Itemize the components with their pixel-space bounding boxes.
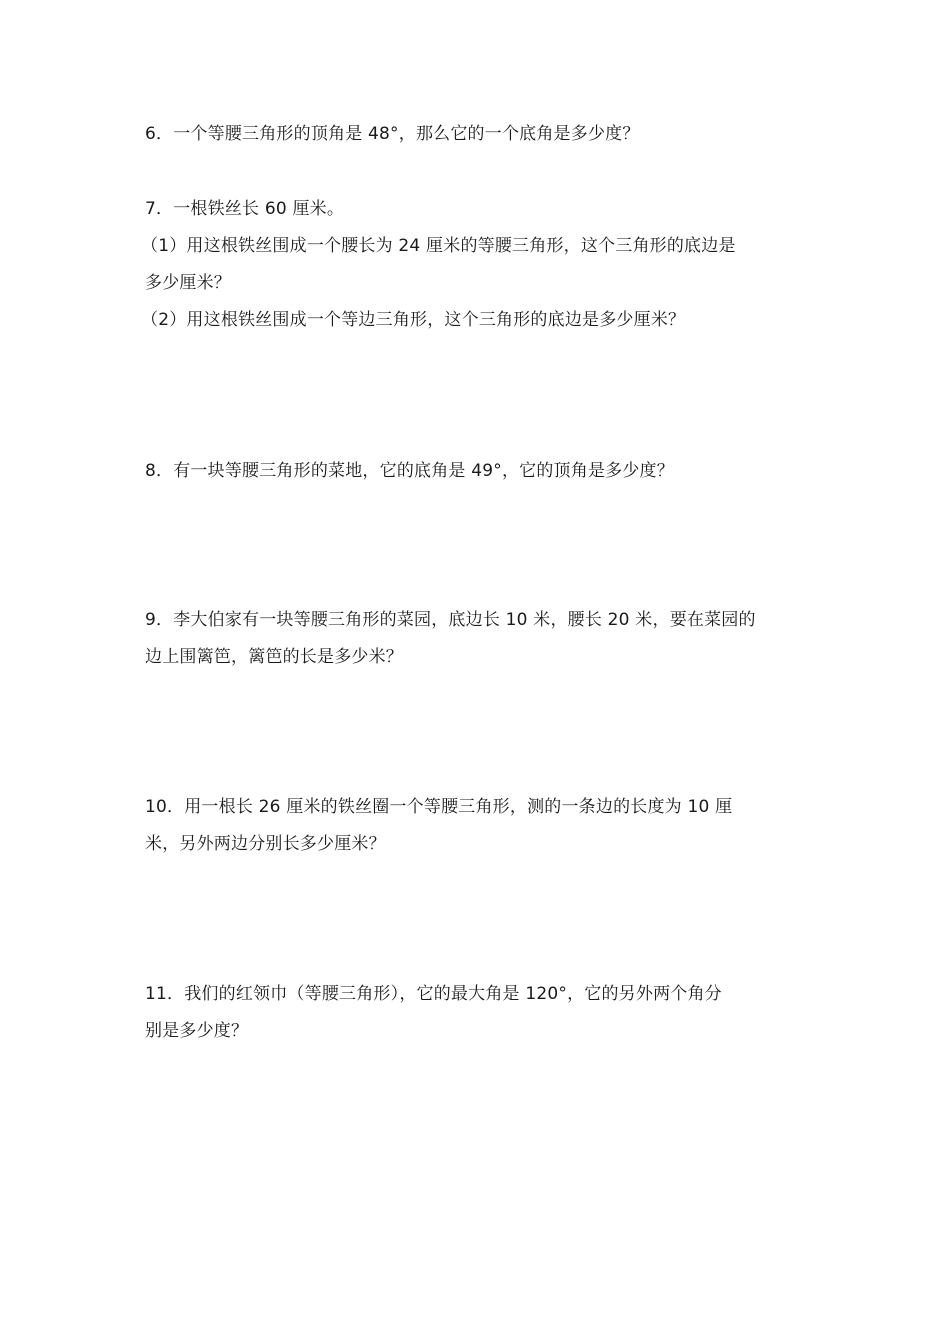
question-10-line-1: 10．用一根长 26 厘米的铁丝圈一个等腰三角形，测的一条边的长度为 10 厘 <box>145 797 733 817</box>
question-10-line-2: 米，另外两边分别长多少厘米？ <box>145 834 386 854</box>
question-9-line-1: 9．李大伯家有一块等腰三角形的菜园，底边长 10 米，腰长 20 米，要在菜园的 <box>145 610 756 630</box>
question-6-line-1: 6．一个等腰三角形的顶角是 48°，那么它的一个底角是多少度？ <box>145 124 640 144</box>
question-7-part-1-line-1: （1）用这根铁丝围成一个腰长为 24 厘米的等腰三角形，这个三角形的底边是 <box>141 236 736 256</box>
question-7-line-1: 7．一根铁丝长 60 厘米。 <box>145 199 345 219</box>
question-7-part-1-line-2: 多少厘米？ <box>145 273 231 293</box>
question-11-line-1: 11．我们的红领巾（等腰三角形），它的最大角是 120°，它的另外两个角分 <box>145 984 722 1004</box>
question-7-part-2-line-1: （2）用这根铁丝围成一个等边三角形，这个三角形的底边是多少厘米？ <box>141 310 686 330</box>
question-8-line-1: 8．有一块等腰三角形的菜地，它的底角是 49°，它的顶角是多少度？ <box>145 461 674 481</box>
question-9-line-2: 边上围篱笆，篱笆的长是多少米？ <box>145 647 403 667</box>
question-11-line-2: 别是多少度？ <box>145 1021 249 1041</box>
